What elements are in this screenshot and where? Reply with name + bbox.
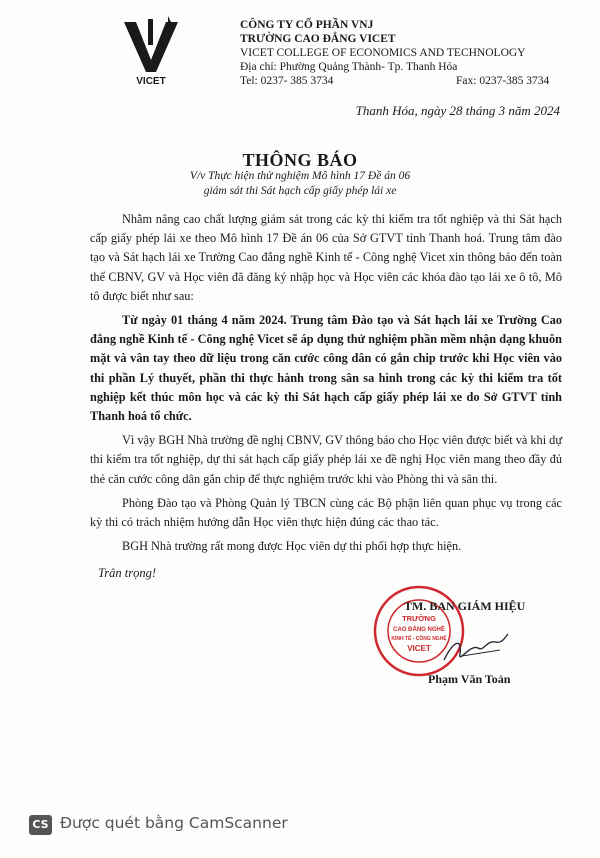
stamp-line-4: VICET [407, 644, 431, 653]
college-name-en: VICET COLLEGE OF ECONOMICS AND TECHNOLOGY [240, 47, 526, 59]
subject-line-1: V/v Thực hiện thử nghiệm Mô hình 17 Đề án 06 [189, 170, 411, 182]
vicet-logo [118, 16, 184, 86]
subject-line-2: giám sát thi Sát hạch cấp giấy phép lái xe [203, 185, 397, 197]
logo-text: VICET [136, 76, 166, 86]
company-name: CÔNG TY CỔ PHẦN VNJ [240, 19, 374, 31]
handwritten-signature [440, 630, 510, 670]
signer-name: Phạm Văn Toản [428, 672, 511, 686]
closing: Trân trọng! [98, 566, 157, 580]
fax: Fax: 0237-385 3734 [456, 75, 550, 87]
body-paragraph: BGH Nhà trường rất mong được Học viên dự thi phối hợp thực hiện. [122, 539, 462, 554]
body-paragraph-highlight: Từ ngày 01 tháng 4 năm 2024. Trung tâm Đào tạo và Sát hạch lái xe Trường Cao đẳng nghề Kinh tế - Công nghệ Vicet sẽ áp dụng thử nghiệm phần mềm nhận dạng khuôn mặt và vân tay theo dữ liệu trong căn cước công dân có gắn chip trước khi Học viên vào thi phần Lý thuyết, phần thi thực hành trong sân sa hình trong các kỳ thi kiểm tra tốt nghiệp kết thúc môn học và các kỳ thi Sát hạch cấp giấy phép lái xe do Sở GTVT tỉnh Thanh hoá tổ chức. [90, 313, 562, 424]
address: Địa chỉ: Phường Quảng Thành- Tp. Thanh Hóa [240, 61, 458, 73]
stamp-line-2: CAO ĐẲNG NGHỀ [393, 627, 445, 633]
stamp-line-1: TRƯỜNG [402, 614, 436, 623]
dateline: Thanh Hóa, ngày 28 tháng 3 năm 2024 [355, 103, 560, 118]
stamp-line-3: KINH TẾ - CÔNG NGHỆ [391, 636, 447, 642]
tel: Tel: 0237- 385 3734 [240, 75, 334, 87]
signature-title: TM. BAN GIÁM HIỆU [404, 599, 526, 613]
camscanner-watermark: Được quét bằng CamScanner [60, 814, 288, 832]
document-body [90, 210, 562, 561]
college-name-vn: TRƯỜNG CAO ĐẲNG VICET [240, 33, 396, 45]
document-title: THÔNG BÁO [242, 150, 358, 170]
body-paragraph: Nhằm nâng cao chất lượng giám sát trong các kỳ thi kiểm tra tốt nghiệp và thi Sát hạch cấp giấy phép lái xe theo Mô hình 17 Đề án 06 của Sở GTVT tỉnh Thanh hoá. Trung tâm đào tạo và Sát hạch lái xe Trường Cao đẳng nghề Kinh tế - Công nghệ Vicet xin thông báo đến toàn thể CBNV, GV và Học viên đã đăng ký nhập học và Học viên các khóa đào tạo lái xe ô tô, Mô tô được biết như sau: [90, 212, 562, 303]
body-paragraph: Vì vậy BGH Nhà trường đề nghị CBNV, GV thông báo cho Học viên được biết và khi dự thi kiểm tra tốt nghiệp, dự thi sát hạch cấp giấy phép lái xe đề nghị Học viên mang theo đầy đủ thẻ căn cước công dân gắn chip để thực nghiệm trước khi vào Phòng thi và sân thi. [90, 433, 562, 486]
body-paragraph: Phòng Đào tạo và Phòng Quản lý TBCN cùng các Bộ phận liên quan phục vụ trong các kỳ thi có trách nhiệm hướng dẫn Học viên thực hiện đúng các thao tác. [90, 495, 562, 530]
camscanner-icon: CS [29, 815, 52, 835]
